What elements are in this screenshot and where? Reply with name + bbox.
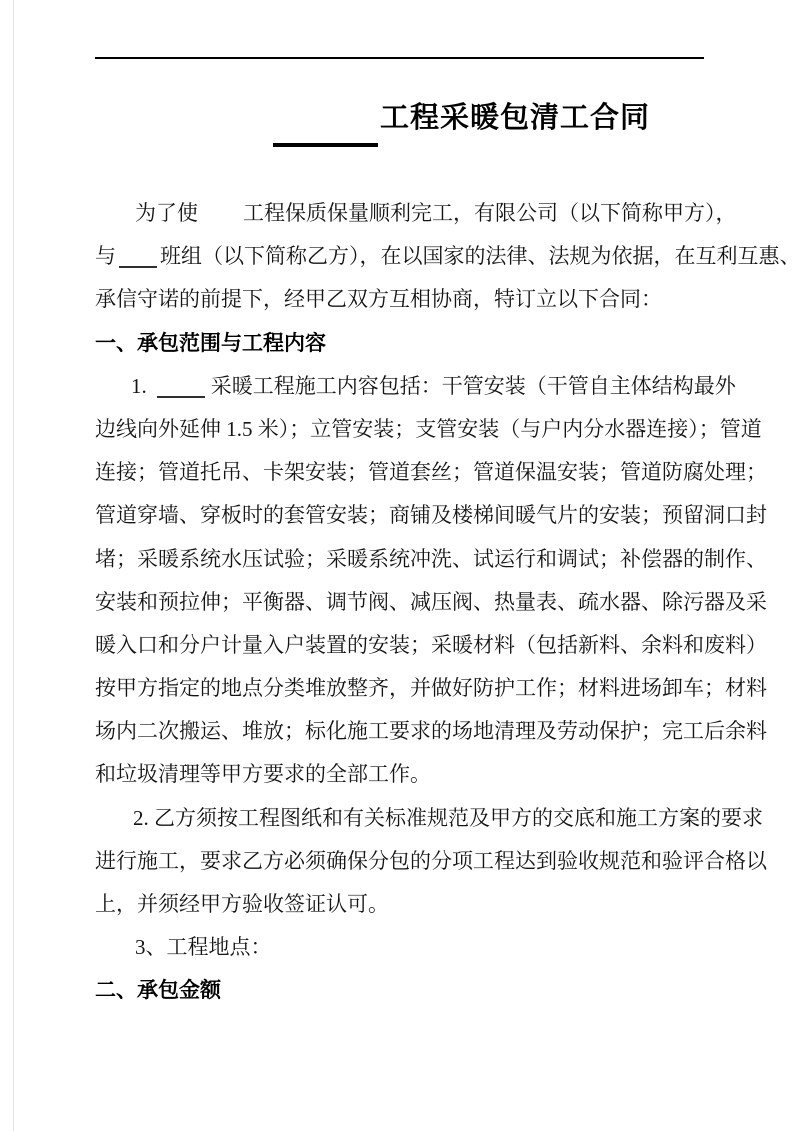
text-line (95, 451, 767, 494)
text-line (95, 753, 707, 796)
line-text: 承信守诺的前提下，经甲乙双方互相协商，特订立以下合同： (95, 287, 662, 312)
text-line (95, 667, 767, 710)
line-text: 和垃圾清理等甲方要求的全部工作。 (95, 762, 431, 787)
line-text: 暖入口和分户计量入户装置的安装；采暖材料（包括新料、余料和废料） (95, 632, 767, 657)
text-line (95, 408, 762, 451)
text-line (95, 840, 767, 883)
line-text: 1. (131, 373, 147, 398)
text-line (95, 278, 707, 321)
text-line (95, 710, 767, 753)
scan-edge-artifact (13, 0, 14, 1131)
text-line (95, 797, 763, 840)
text-line (95, 192, 737, 235)
line-text: 3、工程地点： (135, 935, 272, 960)
line-text: 管道穿墙、穿板时的套管安装；商铺及楼梯间暖气片的安装；预留洞口封 (95, 503, 767, 528)
fill-blank (119, 252, 157, 268)
line-text: 按甲方指定的地点分类堆放整齐，并做好防护工作；材料进场卸车；材料 (95, 676, 767, 701)
line-text: 边线向外延伸 1.5 米）；立管安装；支管安装（与户内分水器连接）；管道 (95, 416, 762, 441)
line-text: 工程保质保量顺利完工，有限公司（以下简称甲方）， (243, 201, 737, 225)
line-text: 堵；采暖系统水压试验；采暖系统冲洗、试运行和调试；补偿器的制作、 (95, 546, 767, 571)
header-divider-rule (95, 57, 704, 59)
line-text: 采暖工程施工内容包括：干管安装（干管自主体结构最外 (210, 373, 736, 398)
title-fill-blank (273, 143, 378, 147)
line-text: 与 (95, 244, 116, 269)
line-text: 上，并须经甲方验收签证认可。 (95, 892, 389, 916)
line-text: 安装和预拉伸；平衡器、调节阀、减压阀、热量表、疏水器、除污器及采 (95, 589, 767, 614)
line-text: 二、承包金额 (95, 978, 221, 1003)
text-line (95, 624, 767, 667)
line-text: 2. 乙方须按工程图纸和有关标准规范及甲方的交底和施工方案的要求 (133, 805, 763, 830)
text-line (95, 235, 800, 278)
line-text: 场内二次搬运、堆放；标化施工要求的场地清理及劳动保护；完工后余料 (95, 719, 767, 744)
section-heading-line (95, 322, 707, 365)
text-line (95, 538, 767, 581)
line-text: 一、承包范围与工程内容 (95, 330, 326, 355)
fill-blank (157, 382, 205, 398)
line-text: 为了使 (135, 201, 198, 225)
text-line (95, 581, 767, 624)
line-text: 进行施工，要求乙方必须确保分包的分项工程达到验收规范和验评合格以 (95, 848, 767, 873)
section-heading-line (95, 969, 707, 1012)
text-line (95, 365, 736, 408)
text-line (95, 494, 767, 537)
line-text: 班组（以下简称乙方），在以国家的法律、法规为依据，在互利互惠、 (160, 244, 800, 269)
text-line (95, 926, 707, 969)
text-line (95, 883, 707, 926)
line-text: 连接；管道托吊、卡架安装；管道套丝；管道保温安装；管道防腐处理； (95, 460, 767, 485)
document-body (95, 192, 800, 1013)
page-title: 工程采暖包清工合同 (380, 102, 651, 134)
